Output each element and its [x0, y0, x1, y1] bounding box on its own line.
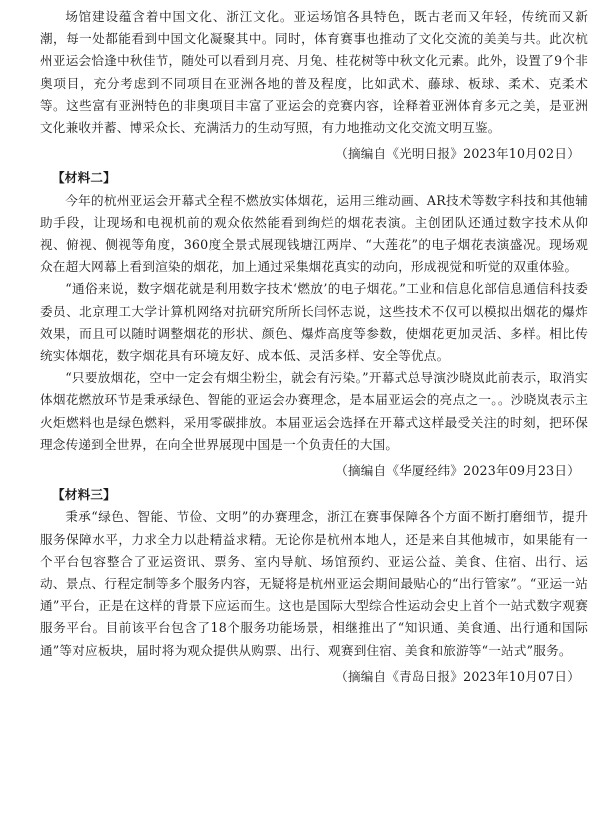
document-page — [40, 6, 588, 690]
intro-paragraph: 场馆建设蕴含着中国文化、浙江文化。亚运场馆各具特色，既古老而又年轻，传统而又新潮，每一处都能看到中国文化凝聚其中。同时，体育赛事也推动了文化交流的美美与共。此次杭州亚运会恰逢中秋佳节，随处可以看到月亮、月兔、桂花树等中秋文化元素。此外，设置了9个非奥项目，充分考虑到不同项目在亚洲各地的普及程度，比如武术、藤球、板球、柔术、克柔术等。这些富有亚洲特色的非奥项目丰富了亚运会的竞赛内容，诠释着亚洲体育多元之美，是亚洲文化兼收并蓄、博采众长、充满活力的生动写照，有力地推动文化交流文明互鉴。 — [40, 9, 588, 136]
material3-source: （摘编自《青岛日报》2023年10月07日） — [335, 668, 580, 684]
material2-paragraph-2: “通俗来说，数字烟花就是利用数字技术‘燃放’的电子烟花。”工业和信息化部信息通信科技委委员、北京理工大学计算机网络对抗研究所所长闫怀志说，这些技术不仅可以模拟出烟花的爆炸效果，而且可以随时调整烟花的形状、颜色、爆炸高度等参数，使烟花更加灵活、多样。相比传统实体烟花，数字烟花具有环境友好、成本低、灵活多样、安全等优点。 — [40, 281, 588, 364]
material3-heading: 【材料三】 — [52, 487, 116, 503]
material2-source: （摘编自《华厦经纬》2023年09月23日） — [335, 463, 580, 479]
intro-source: （摘编自《光明日报》2023年10月02日） — [335, 146, 580, 162]
material3-paragraph: 秉承“绿色、智能、节俭、文明”的办赛理念，浙江在赛事保障各个方面不断打磨细节，提升服务保障水平，力求全力以赴精益求精。无论你是杭州本地人，还是来自其他城市，如果能有一个平台包容整合了亚运资讯、票务、室内导航、场馆预约、亚运公益、美食、住宿、出行、运动、景点、行程定制等多个服务内容，无疑将是杭州亚运会期间最贴心的“出行管家”。“亚运一站通”平台，正是在这样的背景下应运而生。这也是国际大型综合性运动会史上首个一站式数字观赛服务平台。目前该平台包含了18个服务功能场景，相继推出了“知识通、美食通、出行通和国际通”等对应板块，届时将为观众提供从购票、出行、观赛到住宿、美食和旅游等“一站式”服务。 — [40, 509, 588, 658]
material2-paragraph-3: “只要放烟花，空中一定会有烟尘粉尘，就会有污染。”开幕式总导演沙晓岚此前表示，取消实体烟花燃放环节是秉承绿色、智能的亚运会办赛理念，是本届亚运会的亮点之一。。沙晓岚表示主火炬燃料也是绿色燃料，采用零碳排放。本届亚运会选择在开幕式这样最受关注的时刻，把环保理念传递到全世界，在向全世界展现中国是一个负责任的大国。 — [40, 370, 588, 452]
material2-heading: 【材料二】 — [52, 170, 116, 186]
material2-paragraph-1: 今年的杭州亚运会开幕式全程不燃放实体烟花，运用三维动画、AR技术等数字科技和其他辅助手段，让现场和电视机前的观众依然能看到绚烂的烟花表演。主创团队还通过数字技术从仰视、俯视、侧视等角度，360度全景式展现钱塘江两岸、“大莲花”的电子烟花表演盛况。现场观众在超大网幕上看到渲染的烟花，加上通过采集烟花真实的动向，形成视觉和听觉的双重体验。 — [40, 192, 588, 275]
